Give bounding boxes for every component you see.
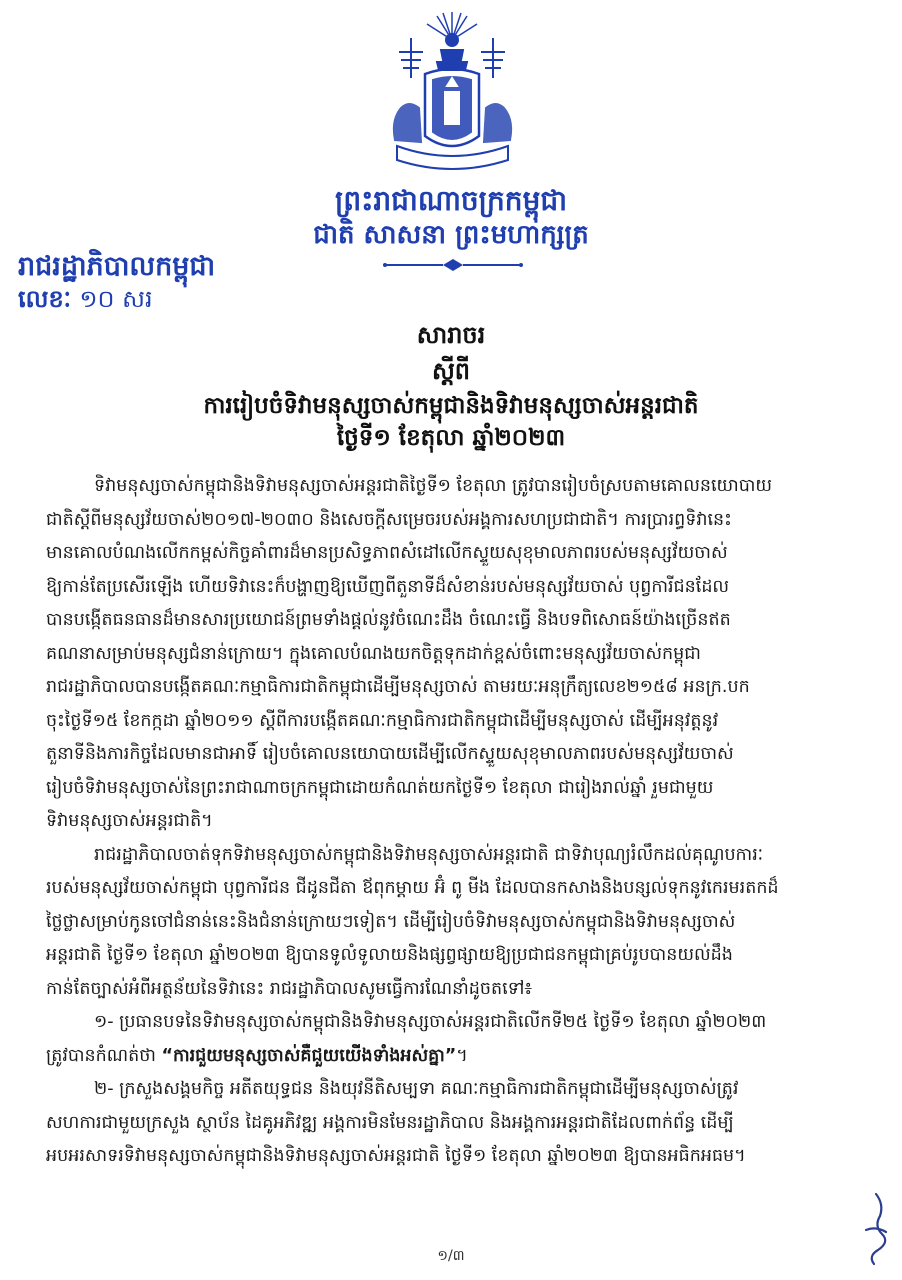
body-line: របស់មនុស្សវ័យចាស់កម្ពុជា បុព្វការីជន ជីដូនជីតា ឪពុកម្តាយ អ៊ំ ពូ មីង ដែលបានកសាងនិងបន្សល់ទុកនូវកេរមរតកដ៏ xyxy=(46,878,779,898)
issuing-government: រាជរដ្ឋាភិបាលកម្ពុជា xyxy=(18,251,216,282)
kingdom-heading: ព្រះរាជាណាចក្រកម្ពុជា xyxy=(334,184,567,217)
handwritten-initial-icon xyxy=(858,1190,892,1268)
document-date: ថ្ងៃទី១ ខែតុលា ឆ្នាំ២០២៣ xyxy=(336,425,566,451)
body-line: អន្តរជាតិ ថ្ងៃទី១ ខែតុលា ឆ្នាំ២០២៣ ឱ្យបានទូលំទូលាយនិងផ្សព្វផ្សាយឱ្យប្រជាជនកម្ពុជាគ្រប់រូបបានយល់ដឹង xyxy=(46,945,733,965)
body-line: ទិវាមនុស្សចាស់អន្តរជាតិ។ xyxy=(46,811,213,831)
body-line: អបអរសាទរទិវាមនុស្សចាស់កម្ពុជានិងទិវាមនុស្សចាស់អន្តរជាតិ ថ្ងៃទី១ ខែតុលា ឆ្នាំ២០២៣ ឱ្យបានអធិកអធម។ xyxy=(46,1146,746,1166)
body-line: តួនាទីនិងភារកិច្ចដែលមានជាអាទិ៍ រៀបចំគោលនយោបាយដើម្បីលើកស្ទួយសុខុមាលភាពរបស់មនុស្សវ័យចាស់ xyxy=(46,744,734,764)
body-line: ចុះថ្ងៃទី១៥ ខែកក្កដា ឆ្នាំ២០១១ ស្តីពីការបង្កើតគណៈកម្មាធិការជាតិកម្ពុជាដើម្បីមនុស្សចាស់ ដើម្បីអនុវត្តនូវ xyxy=(46,710,719,731)
reference-number-value: ១០ សរ xyxy=(79,285,153,313)
document-subject-label: ស្តីពី xyxy=(431,357,471,385)
body-line: បានបង្កើតធនធានដ៏មានសារប្រយោជន៍ព្រមទាំងផ្តល់នូវចំណេះដឹង ចំណេះធ្វើ និងបទពិសោធន៍យ៉ាងច្រើនឥត xyxy=(46,610,731,630)
national-motto: ជាតិ សាសនា ព្រះមហាក្សត្រ xyxy=(313,220,589,250)
body-line: ជាតិស្តីពីមនុស្សវ័យចាស់២០១៧-២០៣០ និងសេចក្តីសម្រេចរបស់អង្គការសហប្រជាជាតិ។ ការប្រារព្ធទិវានេះ xyxy=(46,509,732,530)
body-line: ២- ក្រសួងសង្គមកិច្ច អតីតយុទ្ធជន និងយុវនីតិសម្បទា គណៈកម្មាធិការជាតិកម្ពុជាដើម្បីមនុស្សចាស់ត្រូវ xyxy=(94,1079,739,1099)
document-subject: ការរៀបចំទិវាមនុស្សចាស់កម្ពុជានិងទិវាមនុស្សចាស់អន្តរជាតិ xyxy=(203,393,699,419)
body-line: សហការជាមួយក្រសួង ស្ថាប័ន ដៃគូអភិវឌ្ឍ អង្គការមិនមែនរដ្ឋាភិបាល និងអង្គការអន្តរជាតិដែលពាក់ព័ន្ធ ដើម្បី xyxy=(46,1112,734,1133)
royal-coat-of-arms-icon xyxy=(375,8,530,178)
reference-number xyxy=(18,284,153,319)
body-line xyxy=(46,1040,856,1074)
theme-intro: ត្រូវបានកំណត់ថា xyxy=(46,1045,162,1066)
body-line: មានគោលបំណងលើកកម្ពស់កិច្ចគាំពារដ៏មានប្រសិទ្ធភាពសំដៅលើកស្ទួយសុខុមាលភាពរបស់មនុស្សវ័យចាស់ xyxy=(46,543,728,563)
body-line: ទិវាមនុស្សចាស់កម្ពុជានិងទិវាមនុស្សចាស់អន្តរជាតិថ្ងៃទី១ ខែតុលា ត្រូវបានរៀបចំស្របតាមគោលនយោបាយ xyxy=(94,476,773,496)
document-body xyxy=(46,470,856,1174)
body-line: ថ្លៃថ្លាសម្រាប់កូនចៅជំនាន់នេះនិងជំនាន់ក្រោយៗទៀត។ ដើម្បីរៀបចំទិវាមនុស្សចាស់កម្ពុជានិងទិវាមនុស្សចាស់ xyxy=(46,911,736,932)
body-line: រៀបចំទិវាមនុស្សចាស់នៃព្រះរាជាណាចក្រកម្ពុជាដោយកំណត់យកថ្ងៃទី១ ខែតុលា ជារៀងរាល់ឆ្នាំ រួមជាមួយ xyxy=(46,777,714,798)
body-line: ១- ប្រធានបទនៃទិវាមនុស្សចាស់កម្ពុជានិងទិវាមនុស្សចាស់អន្តរជាតិលើកទី២៥ ថ្ងៃទី១ ខែតុលា ឆ្នាំ២០២៣ xyxy=(94,1012,767,1032)
document-type: សារាចរ xyxy=(416,321,486,349)
reference-number-label: លេខៈ xyxy=(18,285,72,313)
page-number: ១/៣ xyxy=(437,1248,465,1264)
body-line: ឱ្យកាន់តែប្រសើរឡើង ហើយទិវានេះក៏បង្ហាញឱ្យឃើញពីតួនាទីដ៏សំខាន់របស់មនុស្សវ័យចាស់ បុព្វការីជនដែល xyxy=(46,576,730,597)
theme-end: ។ xyxy=(456,1045,468,1066)
theme-text: “ការជួយមនុស្សចាស់គឺជួយយើងទាំងអស់គ្នា” xyxy=(161,1045,457,1066)
body-line: គណនាសម្រាប់មនុស្សជំនាន់ក្រោយ។ ក្នុងគោលបំណងយកចិត្តទុកដាក់ខ្ពស់ចំពោះមនុស្សវ័យចាស់កម្ពុជា xyxy=(46,643,701,664)
body-line: រាជរដ្ឋាភិបាលចាត់ទុកទិវាមនុស្សចាស់កម្ពុជានិងទិវាមនុស្សចាស់អន្តរជាតិ ជាទិវាបុណ្យរំលឹកដល់គុណូបការៈ xyxy=(94,844,764,865)
body-line: រាជរដ្ឋាភិបាលបានបង្កើតគណៈកម្មាធិការជាតិកម្ពុជាដើម្បីមនុស្សចាស់ តាមរយៈអនុក្រឹត្យលេខ២១៥៨ អនក្រ.បក xyxy=(46,677,750,697)
body-line: កាន់តែច្បាស់អំពីអត្ថន័យនៃទិវានេះ រាជរដ្ឋាភិបាលសូមធ្វើការណែនាំដូចតទៅ៖ xyxy=(46,978,533,999)
divider-ornament-icon xyxy=(383,258,523,272)
